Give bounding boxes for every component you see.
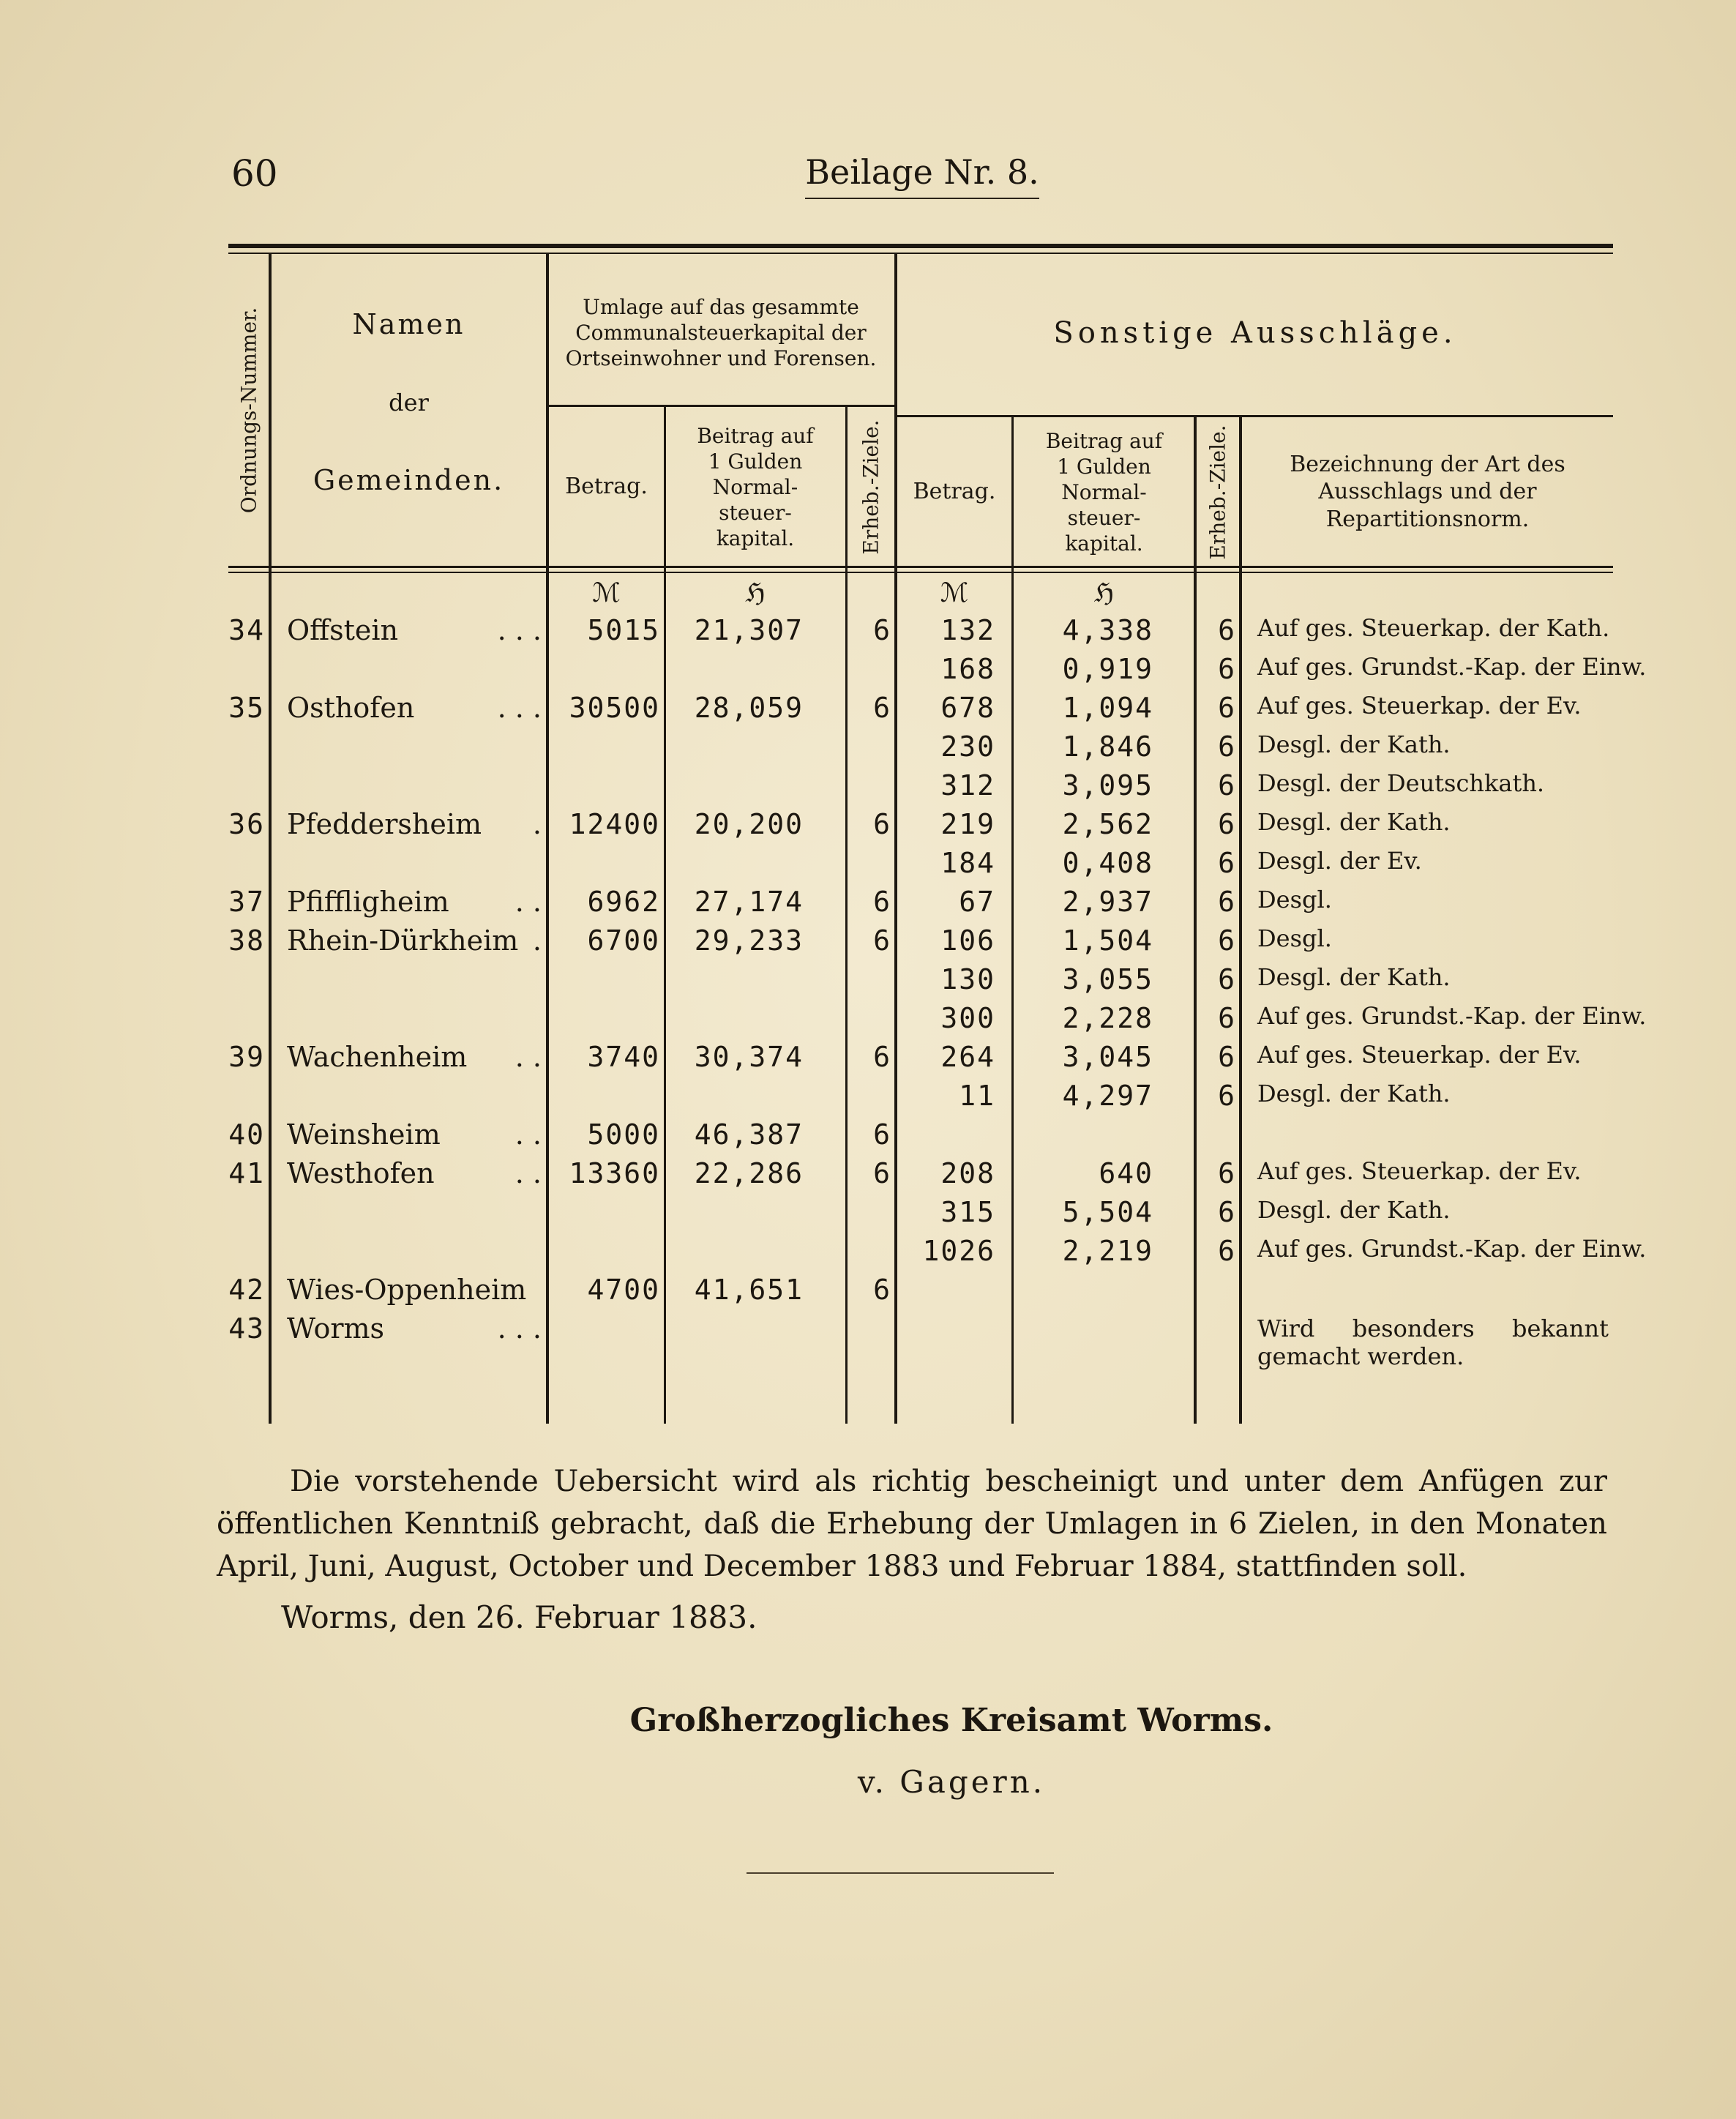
cell-s-ziele: 6 — [1218, 1157, 1236, 1189]
cell-s-ziele: 6 — [1218, 924, 1236, 957]
cell-name: Offstein — [287, 614, 399, 646]
cell-beitrag: 22,286 — [694, 1157, 804, 1189]
header-bottom-rule-thin — [228, 572, 1613, 573]
cell-name: Westhofen — [287, 1157, 435, 1189]
cell-s-betrag: 312 — [940, 769, 995, 801]
cell-s-betrag: 315 — [940, 1196, 995, 1228]
cell-s-ziele: 6 — [1218, 1002, 1236, 1034]
header-namen — [272, 307, 546, 498]
cell-s-beitrag: 640 — [1099, 1157, 1153, 1189]
header-namen-line1: Namen — [352, 308, 465, 340]
cell-s-ziele: 6 — [1218, 963, 1236, 995]
cell-s-betrag: 1026 — [922, 1235, 995, 1267]
cell-ziele: 6 — [873, 614, 891, 646]
cell-name: Wachenheim — [287, 1041, 468, 1073]
header-namen-line3: Gemeinden. — [313, 463, 505, 496]
cell-description: Desgl. der Ev. — [1257, 847, 1422, 875]
cell-name: Worms — [287, 1312, 385, 1345]
cell-s-beitrag: 1,846 — [1062, 730, 1153, 763]
cell-s-beitrag: 3,055 — [1062, 963, 1153, 995]
header-s-betrag-text: Betrag. — [913, 479, 996, 505]
cell-betrag: 4700 — [587, 1274, 660, 1306]
header-sonstige-text: Sonstige Ausschläge. — [1053, 316, 1457, 350]
cell-s-ziele: 6 — [1218, 769, 1236, 801]
header-umlage-text: Umlage auf das gesammte Communalsteuerkapital der Ortseinwohner und Forensen. — [565, 294, 877, 370]
cell-dots: . . — [515, 886, 542, 918]
cell-dots: . . . — [497, 614, 542, 646]
cell-name: Rhein-Dürkheim — [287, 924, 519, 957]
cell-s-betrag: 230 — [940, 730, 995, 763]
header-s-betrag — [897, 419, 1011, 565]
cell-beitrag: 41,651 — [694, 1274, 804, 1306]
cell-s-beitrag: 3,095 — [1062, 769, 1153, 801]
cell-betrag: 12400 — [569, 808, 660, 840]
header-ordnungs-nummer-text: Ordnungs-Nummer. — [236, 307, 261, 513]
cell-betrag: 3740 — [587, 1041, 660, 1073]
cell-nr: 37 — [228, 886, 265, 918]
header-beitrag — [667, 410, 843, 564]
header-betrag — [549, 410, 664, 564]
cell-description: Auf ges. Grundst.-Kap. der Einw. — [1257, 1002, 1647, 1030]
cell-betrag: 5015 — [587, 614, 660, 646]
cell-s-betrag: 300 — [940, 1002, 995, 1034]
cell-s-beitrag: 0,408 — [1062, 847, 1153, 879]
cell-description: Desgl. — [1257, 886, 1332, 913]
header-s-beitrag-text: Beitrag auf 1 Gulden Normal-steuer-kapital. — [1045, 428, 1163, 556]
col-rule-s-beitrag — [1194, 415, 1197, 1424]
cell-s-beitrag: 2,219 — [1062, 1235, 1153, 1267]
cell-description: Desgl. der Kath. — [1257, 963, 1451, 991]
cell-nr: 36 — [228, 808, 265, 840]
cell-description: Auf ges. Grundst.-Kap. der Einw. — [1257, 1235, 1647, 1263]
unit-mark: ℳ — [592, 578, 621, 608]
cell-description: Wird besonders bekannt gemacht werden. — [1257, 1315, 1609, 1370]
cell-s-ziele: 6 — [1218, 614, 1236, 646]
cell-s-betrag: 132 — [940, 614, 995, 646]
cell-ziele: 6 — [873, 1118, 891, 1151]
cell-s-beitrag: 2,937 — [1062, 886, 1153, 918]
cell-nr: 40 — [228, 1118, 265, 1151]
cell-name: Weinsheim — [287, 1118, 441, 1151]
col-rule-betrag — [664, 405, 666, 1424]
cell-ziele: 6 — [873, 1157, 891, 1189]
cell-nr: 38 — [228, 924, 265, 957]
place-date: Worms, den 26. Februar 1883. — [281, 1599, 757, 1635]
cell-s-ziele: 6 — [1218, 653, 1236, 685]
cell-beitrag: 46,387 — [694, 1118, 804, 1151]
header-bottom-rule — [228, 566, 1613, 568]
cell-s-betrag: 184 — [940, 847, 995, 879]
cell-name: Pfeddersheim — [287, 808, 482, 840]
cell-dots: . — [532, 808, 542, 840]
cell-ziele: 6 — [873, 1041, 891, 1073]
cell-ziele: 6 — [873, 692, 891, 724]
cell-s-betrag: 219 — [940, 808, 995, 840]
table-top-rule-thin — [228, 253, 1613, 254]
page-number: 60 — [231, 152, 278, 195]
col-rule-s-ziele — [1239, 415, 1242, 1424]
cell-ziele: 6 — [873, 1274, 891, 1306]
cell-s-beitrag: 4,338 — [1062, 614, 1153, 646]
cell-s-betrag: 264 — [940, 1041, 995, 1073]
cell-description: Auf ges. Grundst.-Kap. der Einw. — [1257, 653, 1647, 681]
cell-description: Auf ges. Steuerkap. der Ev. — [1257, 1041, 1582, 1069]
cell-description: Desgl. der Kath. — [1257, 1196, 1451, 1224]
cell-dots: . . — [515, 1118, 542, 1151]
header-bezeichnung-text: Bezeichnung der Art des Ausschlags und der Repartitionsnorm. — [1290, 451, 1565, 532]
table-top-rule — [228, 244, 1613, 248]
cell-s-ziele: 6 — [1218, 692, 1236, 724]
cell-beitrag: 20,200 — [694, 808, 804, 840]
unit-s-pfennig: ℌ — [1093, 578, 1115, 608]
unit-pfennig: ℌ — [745, 578, 766, 608]
cell-dots: . — [532, 924, 542, 957]
cell-nr: 43 — [228, 1312, 265, 1345]
header-sonstige — [897, 293, 1613, 373]
header-ordnungs-nummer — [228, 256, 269, 564]
header-erheb-ziele-text: Erheb.-Ziele. — [858, 419, 883, 555]
running-head: Beilage Nr. 8. — [805, 152, 1039, 199]
cell-s-ziele: 6 — [1218, 730, 1236, 763]
issuing-authority: Großherzogliches Kreisamt Worms. — [629, 1702, 1273, 1739]
cell-beitrag: 21,307 — [694, 614, 804, 646]
closing-rule — [747, 1872, 1054, 1874]
cell-name: Pfiffligheim — [287, 886, 449, 918]
cell-description: Auf ges. Steuerkap. der Kath. — [1257, 614, 1610, 642]
header-s-erheb-ziele-text: Erheb.-Ziele. — [1205, 424, 1230, 560]
cell-dots: . . — [515, 1041, 542, 1073]
cell-s-betrag: 678 — [940, 692, 995, 724]
cell-description: Auf ges. Steuerkap. der Ev. — [1257, 692, 1582, 720]
cell-nr: 34 — [228, 614, 265, 646]
cell-description: Auf ges. Steuerkap. der Ev. — [1257, 1157, 1582, 1185]
cell-betrag: 6962 — [587, 886, 660, 918]
cell-s-ziele: 6 — [1218, 1080, 1236, 1112]
cell-s-beitrag: 5,504 — [1062, 1196, 1153, 1228]
header-beitrag-text: Beitrag auf 1 Gulden Normal-steuer-kapital. — [697, 423, 814, 550]
cell-nr: 39 — [228, 1041, 265, 1073]
cell-description: Desgl. der Kath. — [1257, 730, 1451, 758]
cell-s-ziele: 6 — [1218, 808, 1236, 840]
cell-beitrag: 28,059 — [694, 692, 804, 724]
cell-betrag: 6700 — [587, 924, 660, 957]
cell-betrag: 13360 — [569, 1157, 660, 1189]
header-betrag-text: Betrag. — [565, 474, 648, 500]
col-rule-s-betrag — [1011, 415, 1014, 1424]
cell-dots: . . . — [497, 692, 542, 724]
statement-paragraph: Die vorstehende Uebersicht wird als richtig bescheinigt und unter dem Anfügen zur öffentlichen Kenntniß gebracht, daß die Erhebung der Umlagen in 6 Zielen, in den Monaten April, Juni, August, October und December 1883 und Februar 1884, stattfinden soll. — [217, 1465, 1607, 1583]
subheader-rule-left — [546, 405, 896, 407]
cell-s-beitrag: 1,094 — [1062, 692, 1153, 724]
header-s-erheb-ziele — [1197, 419, 1239, 565]
cell-s-ziele: 6 — [1218, 847, 1236, 879]
cell-s-beitrag: 1,504 — [1062, 924, 1153, 957]
cell-nr: 41 — [228, 1157, 265, 1189]
cell-dots: . . — [515, 1157, 542, 1189]
cell-description: Desgl. — [1257, 924, 1332, 952]
cell-s-beitrag: 2,228 — [1062, 1002, 1153, 1034]
cell-s-ziele: 6 — [1218, 1041, 1236, 1073]
cell-betrag: 30500 — [569, 692, 660, 724]
cell-beitrag: 29,233 — [694, 924, 804, 957]
cell-s-betrag: 67 — [959, 886, 995, 918]
cell-s-ziele: 6 — [1218, 1196, 1236, 1228]
cell-name: Wies-Oppenheim — [287, 1274, 527, 1306]
header-bezeichnung — [1242, 419, 1613, 565]
cell-ziele: 6 — [873, 808, 891, 840]
cell-ziele: 6 — [873, 924, 891, 957]
cell-s-betrag: 168 — [940, 653, 995, 685]
header-erheb-ziele — [848, 410, 894, 564]
cell-s-betrag: 130 — [940, 963, 995, 995]
cell-ziele: 6 — [873, 886, 891, 918]
subheader-rule-right — [896, 415, 1613, 417]
cell-nr: 35 — [228, 692, 265, 724]
cell-description: Desgl. der Kath. — [1257, 808, 1451, 836]
cell-s-betrag: 208 — [940, 1157, 995, 1189]
cell-beitrag: 27,174 — [694, 886, 804, 918]
cell-s-ziele: 6 — [1218, 886, 1236, 918]
unit-s-mark: ℳ — [940, 578, 969, 608]
cell-nr: 42 — [228, 1274, 265, 1306]
cell-s-beitrag: 2,562 — [1062, 808, 1153, 840]
cell-s-beitrag: 0,919 — [1062, 653, 1153, 685]
header-s-beitrag — [1014, 419, 1194, 565]
header-namen-line2: der — [389, 389, 429, 416]
cell-description: Desgl. der Kath. — [1257, 1080, 1451, 1107]
signature: v. Gagern. — [857, 1764, 1046, 1800]
cell-description: Desgl. der Deutschkath. — [1257, 769, 1545, 797]
header-umlage — [553, 262, 888, 403]
cell-betrag: 5000 — [587, 1118, 660, 1151]
cell-dots: . . . — [497, 1312, 542, 1345]
cell-s-beitrag: 3,045 — [1062, 1041, 1153, 1073]
cell-s-beitrag: 4,297 — [1062, 1080, 1153, 1112]
cell-s-betrag: 106 — [940, 924, 995, 957]
cell-name: Osthofen — [287, 692, 415, 724]
cell-s-betrag: 11 — [959, 1080, 995, 1112]
cell-s-ziele: 6 — [1218, 1235, 1236, 1267]
cell-beitrag: 30,374 — [694, 1041, 804, 1073]
